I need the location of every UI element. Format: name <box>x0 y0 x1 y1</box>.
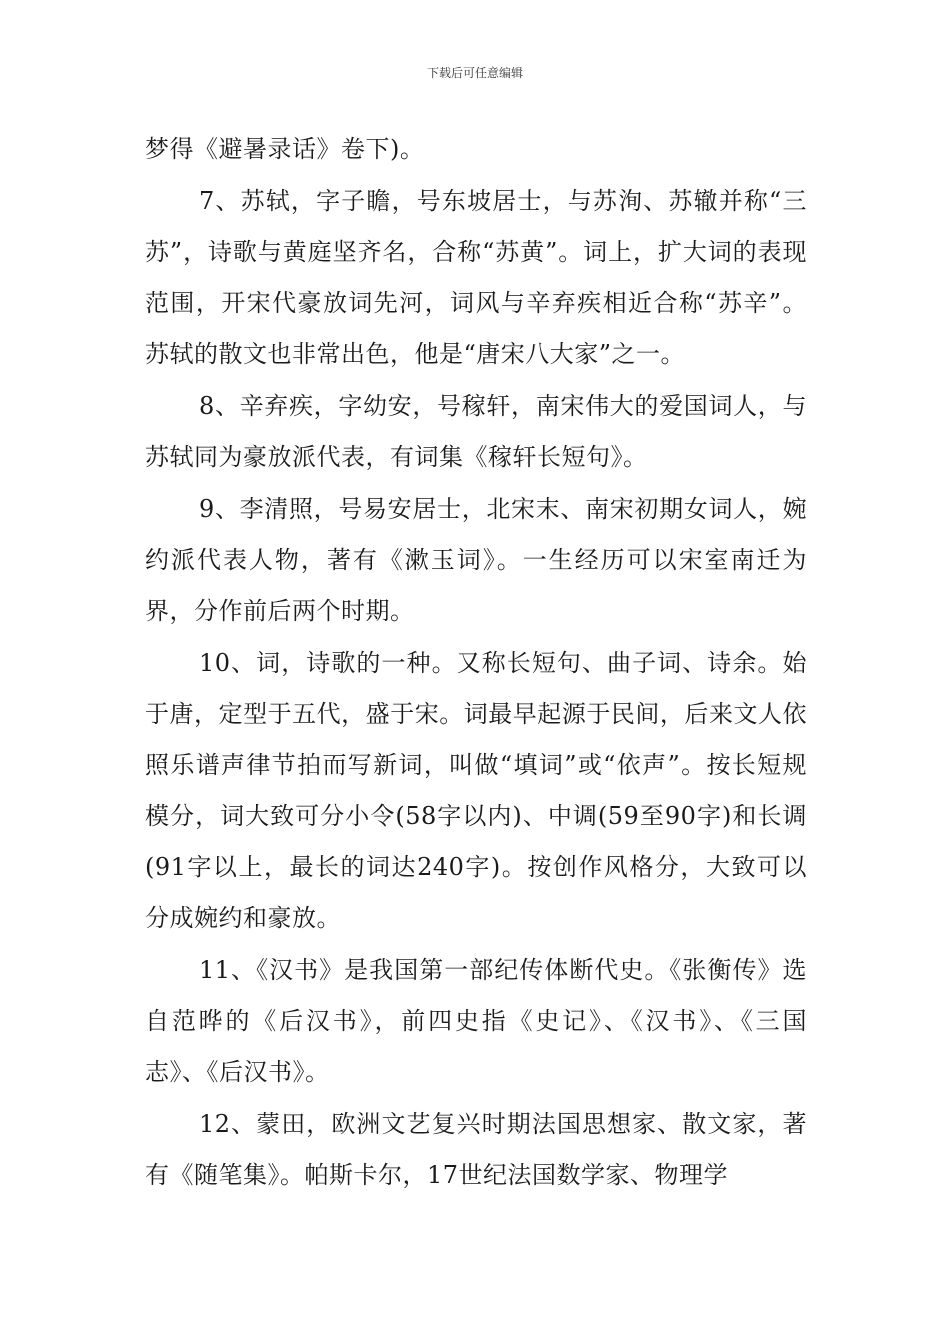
paragraph-item-10: 10、词，诗歌的一种。又称长短句、曲子词、诗余。始于唐，定型于五代，盛于宋。词最早起源于民间，后来文人依照乐谱声律节拍而写新词，叫做“填词”或“依声”。按长短规模分，词大致可分小令(58字以内)、中调(59至90字)和长调(91字以上，最长的词达240字)。按创作风格分，大致可以分成婉约和豪放。 <box>145 649 807 932</box>
paragraph-item-7: 7、苏轼，字子瞻，号东坡居士，与苏洵、苏辙并称“三苏”，诗歌与黄庭坚齐名，合称“苏黄”。词上，扩大词的表现范围，开宋代豪放词先河，词风与辛弃疾相近合称“苏辛”。苏轼的散文也非常出色，他是“唐宋八大家”之一。 <box>145 187 807 368</box>
paragraph: 梦得《避暑录话》卷下)。 <box>145 135 425 163</box>
page-header: 下载后可任意编辑 <box>426 66 523 80</box>
paragraph-item-9: 9、李清照，号易安居士，北宋末、南宋初期女词人，婉约派代表人物，著有《漱玉词》。一生经历可以宋室南迁为界，分作前后两个时期。 <box>145 495 807 625</box>
paragraph-item-12: 12、蒙田，欧洲文艺复兴时期法国思想家、散文家，著有《随笔集》。帕斯卡尔，17世纪法国数学家、物理学 <box>145 1110 807 1189</box>
paragraph-item-8: 8、辛弃疾，字幼安，号稼轩，南宋伟大的爱国词人，与苏轼同为豪放派代表，有词集《稼轩长短句》。 <box>145 392 807 471</box>
paragraph-item-11: 11、《汉书》是我国第一部纪传体断代史。《张衡传》选自范晔的《后汉书》，前四史指《史记》、《汉书》、《三国志》、《后汉书》。 <box>145 956 807 1086</box>
document-body <box>145 124 807 1202</box>
